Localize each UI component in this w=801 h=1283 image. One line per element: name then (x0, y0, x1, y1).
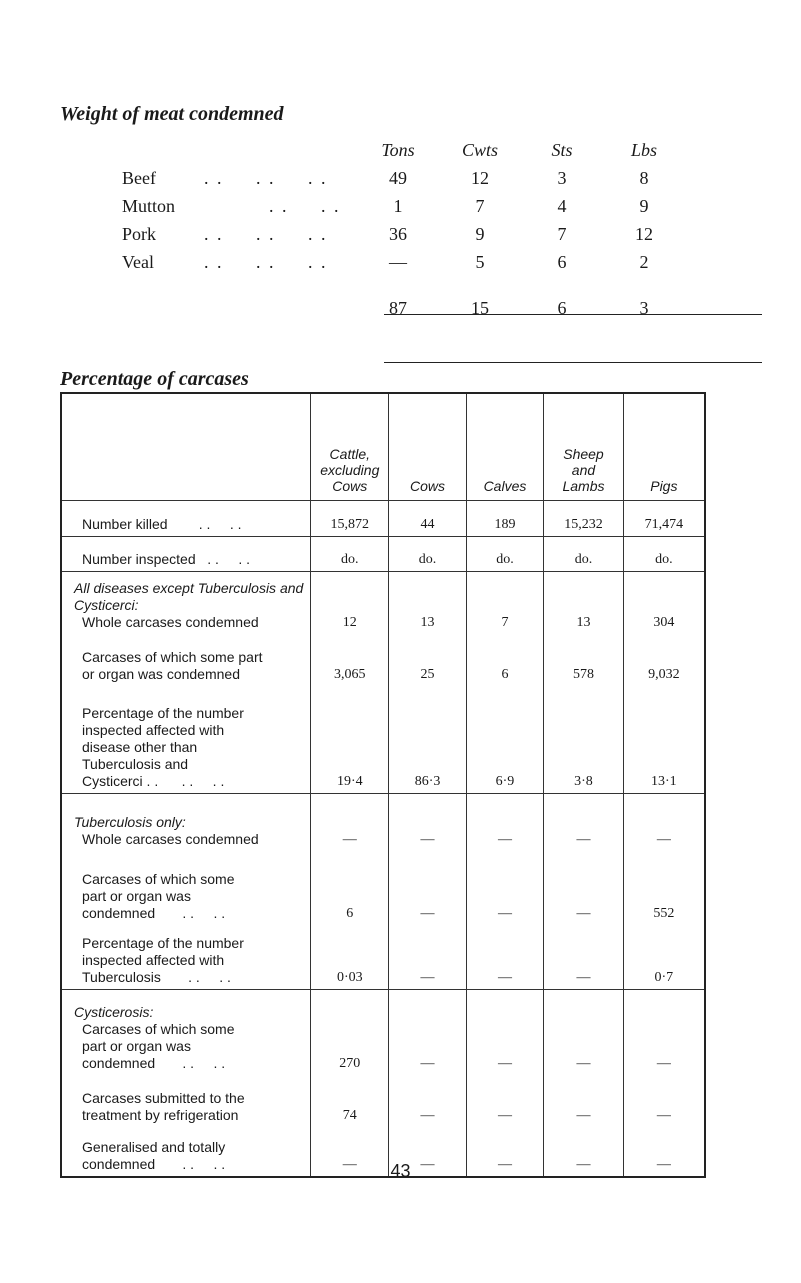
weight-row-veal (122, 252, 662, 280)
table-cell: 12 (311, 571, 389, 634)
row-label-line: disease other than (82, 738, 198, 755)
dot-leader: . . . . . . (204, 224, 328, 244)
table-cell: 13 (389, 571, 466, 634)
weight-cell: 8 (639, 168, 649, 188)
weight-row-label: Veal (122, 252, 154, 272)
total-tons: 87 (389, 298, 407, 318)
weight-row-pork (122, 224, 662, 252)
weight-cell: 6 (557, 252, 567, 272)
table-cell: 7 (466, 571, 544, 634)
row-label (61, 851, 311, 925)
weight-cell: 1 (393, 196, 403, 216)
row-label-line: Number killed . . . . (82, 515, 242, 532)
row-label (61, 925, 311, 989)
table-cell: 86·3 (389, 686, 466, 793)
table-cell: 6 (466, 634, 544, 686)
section-heading: All diseases except Tuberculosis and Cysticerci: (74, 580, 304, 613)
table-cell: 15,232 (544, 500, 623, 536)
table-cell: 552 (623, 851, 705, 925)
row-label-line: part or organ was (82, 888, 191, 904)
header-pigs (623, 393, 705, 500)
header-sts: Sts (551, 140, 573, 160)
table-cell: — (311, 1127, 389, 1177)
row-label-line: Whole carcases condemned (82, 831, 259, 847)
table-cell: 6·9 (466, 686, 544, 793)
row-label-line: or organ was condemned (82, 666, 240, 682)
table-row (61, 634, 705, 686)
percentage-section-title: Percentage of carcases (60, 368, 249, 390)
row-label (61, 793, 311, 851)
percentage-table (60, 392, 706, 1178)
column-header-line: Pigs (650, 477, 678, 494)
weight-cell: 4 (557, 196, 567, 216)
table-cell: do. (311, 536, 389, 571)
table-cell: — (389, 793, 466, 851)
table-cell: 0·7 (623, 925, 705, 989)
table-cell: — (623, 989, 705, 1075)
table-cell: — (466, 1127, 544, 1177)
table-cell: 0·03 (311, 925, 389, 989)
table-row (61, 925, 705, 989)
weight-cell: 12 (471, 168, 489, 188)
row-label-line: Tuberculosis . . . . (82, 968, 231, 985)
row-label-line: condemned . . . . (82, 1156, 226, 1172)
weight-cell: 49 (389, 168, 407, 188)
header-sheep (544, 393, 623, 500)
table-row (61, 989, 705, 1075)
section-heading: Cysticerosis: (74, 1004, 154, 1020)
table-cell: — (389, 1127, 466, 1177)
column-header-line: Lambs (562, 477, 605, 494)
row-label (61, 571, 311, 634)
table-cell: — (544, 851, 623, 925)
column-header-line: Calves (483, 477, 527, 494)
table-row (61, 1075, 705, 1127)
row-label-line: inspected affected with (82, 951, 225, 968)
table-cell: — (544, 925, 623, 989)
header-blank (61, 393, 311, 500)
table-cell: — (544, 1127, 623, 1177)
column-header-line: excluding (320, 461, 380, 478)
table-cell: do. (544, 536, 623, 571)
row-label-line: Carcases of which some (82, 871, 235, 887)
table-row (61, 500, 705, 536)
row-label (61, 1075, 311, 1127)
header-tons: Tons (381, 140, 415, 160)
dot-leader: . . . . (204, 196, 341, 216)
weight-cell: 2 (639, 252, 649, 272)
weight-cell: 7 (557, 224, 567, 244)
weight-row-beef (122, 168, 662, 196)
weight-row-label: Beef (122, 168, 156, 188)
row-label (61, 989, 311, 1075)
row-label-line: inspected affected with (82, 721, 225, 738)
column-header-line: and (571, 461, 596, 478)
table-cell: — (389, 925, 466, 989)
row-label-line: condemned . . . . (82, 1055, 226, 1071)
row-label-line: Carcases of which some (82, 1021, 235, 1037)
weight-row-label: Pork (122, 224, 157, 244)
table-cell: — (544, 793, 623, 851)
weight-cell: 9 (639, 196, 649, 216)
table-cell: 270 (311, 989, 389, 1075)
table-cell: — (466, 925, 544, 989)
row-label-line: treatment by refrigeration (82, 1107, 239, 1123)
total-sts: 6 (557, 298, 567, 318)
table-cell: — (623, 1075, 705, 1127)
section-heading: Tuberculosis only: (74, 814, 186, 830)
header-cows (389, 393, 466, 500)
weight-header-row (122, 140, 662, 168)
table-cell: — (466, 793, 544, 851)
dot-leader: . . . . . . (204, 168, 328, 188)
row-label-line: Generalised and totally (82, 1139, 226, 1155)
table-cell: — (389, 851, 466, 925)
table-cell: do. (389, 536, 466, 571)
weight-total-row (122, 298, 662, 326)
table-cell: 6 (311, 851, 389, 925)
column-header-line: Sheep (563, 445, 604, 462)
table-cell: — (623, 793, 705, 851)
table-row (61, 851, 705, 925)
header-cwts: Cwts (461, 140, 499, 160)
total-cwts: 15 (471, 298, 489, 318)
weight-row-mutton (122, 196, 662, 224)
weight-cell: 12 (635, 224, 653, 244)
table-cell: 71,474 (623, 500, 705, 536)
table-cell: 19·4 (311, 686, 389, 793)
table-cell: — (466, 989, 544, 1075)
weight-cell: 7 (475, 196, 485, 216)
weight-cell: — (389, 252, 407, 272)
total-lbs: 3 (639, 298, 649, 318)
row-label-line: Carcases submitted to the (82, 1090, 245, 1106)
table-cell: 74 (311, 1075, 389, 1127)
table-cell: do. (623, 536, 705, 571)
weight-table (122, 140, 662, 318)
table-cell: 25 (389, 634, 466, 686)
table-row (61, 536, 705, 571)
total-rule-bottom (384, 362, 762, 363)
weight-cell: 5 (475, 252, 485, 272)
table-row (61, 571, 705, 634)
weight-cell: 36 (389, 224, 407, 244)
row-label (61, 536, 311, 571)
table-cell: 189 (466, 500, 544, 536)
table-cell: — (389, 989, 466, 1075)
weight-cell: 9 (475, 224, 485, 244)
column-header-line: Cows (410, 477, 446, 494)
row-label-line: part or organ was (82, 1038, 191, 1054)
table-cell: — (544, 1075, 623, 1127)
table-cell: 3·8 (544, 686, 623, 793)
page-number: 43 (390, 1161, 411, 1181)
row-label (61, 500, 311, 536)
column-header-line: Cattle, (329, 445, 371, 462)
table-cell: 44 (389, 500, 466, 536)
table-cell: — (466, 1075, 544, 1127)
row-label-line: condemned . . . . (82, 905, 226, 921)
table-cell: 15,872 (311, 500, 389, 536)
weight-cell: 3 (557, 168, 567, 188)
row-label-line: Percentage of the number (82, 704, 244, 721)
row-label (61, 634, 311, 686)
row-label-line: Whole carcases condemned (82, 614, 259, 630)
table-cell: — (623, 1127, 705, 1177)
percentage-header-row (61, 393, 705, 500)
dot-leader: . . . . . . (204, 252, 328, 272)
table-cell: 13·1 (623, 686, 705, 793)
table-cell: 304 (623, 571, 705, 634)
table-cell: — (466, 851, 544, 925)
header-cattle (311, 393, 389, 500)
weight-section-title: Weight of meat condemned (60, 103, 284, 125)
table-cell: 13 (544, 571, 623, 634)
table-cell: — (389, 1075, 466, 1127)
header-calves (466, 393, 544, 500)
table-cell: — (544, 989, 623, 1075)
table-cell: do. (466, 536, 544, 571)
row-label-line: Cysticerci . . . . . . (82, 772, 225, 789)
table-cell: 9,032 (623, 634, 705, 686)
table-cell: — (311, 793, 389, 851)
row-label (61, 686, 311, 793)
row-label-line: Percentage of the number (82, 934, 244, 951)
header-lbs: Lbs (630, 140, 657, 160)
row-label-line: Tuberculosis and (82, 755, 189, 772)
row-label-line: Number inspected . . . . (82, 550, 251, 567)
table-row (61, 686, 705, 793)
table-row (61, 793, 705, 851)
weight-row-label: Mutton (122, 196, 176, 216)
table-cell: 578 (544, 634, 623, 686)
column-header-line: Cows (332, 477, 368, 494)
row-label-line: Carcases of which some part (82, 649, 263, 665)
table-cell: 3,065 (311, 634, 389, 686)
